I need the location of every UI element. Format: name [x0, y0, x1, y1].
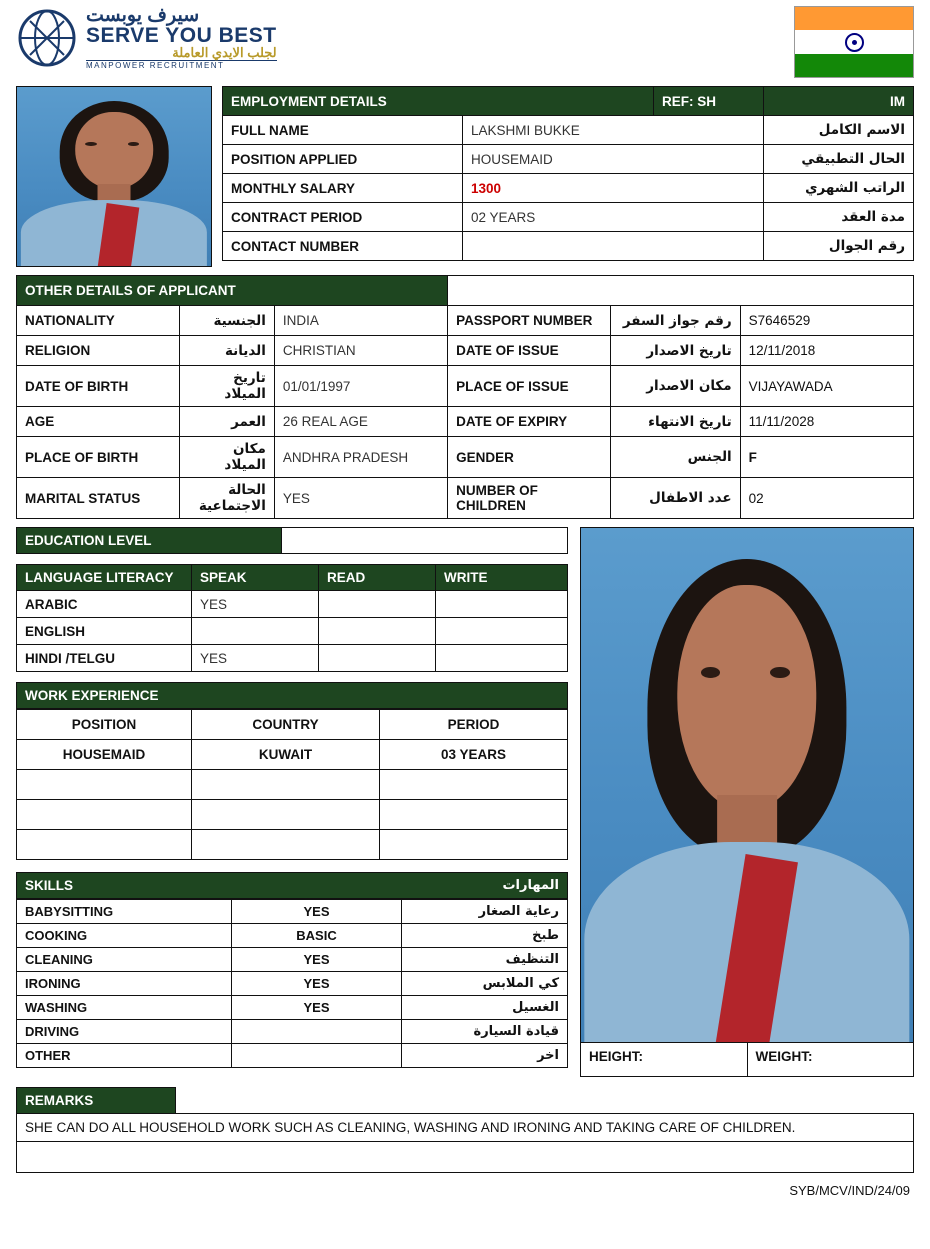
we-position-4	[17, 830, 192, 860]
skill-arabic-other: اخر	[402, 1044, 568, 1068]
value-number-of-children: 02	[740, 478, 913, 519]
language-header-row	[17, 565, 568, 591]
table-row	[17, 336, 914, 366]
we-header-country: COUNTRY	[192, 710, 380, 740]
skill-arabic-cooking: طبخ	[402, 924, 568, 948]
lang-header-literacy: LANGUAGE LITERACY	[17, 565, 192, 591]
we-country-3	[192, 800, 380, 830]
arabic-marital-status: الحالة الاجتماعية	[179, 478, 274, 519]
remarks-text: SHE CAN DO ALL HOUSEHOLD WORK SUCH AS CLEANING, WASHING AND IRONING AND TAKING CARE OF CHILDREN.	[17, 1114, 913, 1142]
row-arabic-contract: مدة العقد	[764, 203, 914, 232]
work-experience-title: WORK EXPERIENCE	[16, 682, 568, 709]
skill-value-cooking: BASIC	[232, 924, 402, 948]
table-row	[17, 437, 914, 478]
work-experience-table	[16, 709, 568, 860]
arabic-gender: الجنس	[610, 437, 740, 478]
skill-name-washing: WASHING	[17, 996, 232, 1020]
arabic-nationality: الجنسية	[179, 306, 274, 336]
employment-header-row	[223, 87, 914, 116]
education-section	[16, 527, 568, 554]
table-row	[223, 203, 914, 232]
we-header-position: POSITION	[17, 710, 192, 740]
other-details-title-spacer	[448, 276, 914, 306]
table-row	[17, 478, 914, 519]
brand-name: SERVE YOU BEST	[86, 24, 277, 47]
language-literacy-table	[16, 564, 568, 672]
table-row	[17, 996, 568, 1020]
skills-title: SKILLS	[25, 878, 74, 893]
table-row	[17, 645, 568, 672]
table-row	[17, 770, 568, 800]
skill-value-driving	[232, 1020, 402, 1044]
arabic-number-of-children: عدد الاطفال	[610, 478, 740, 519]
table-row	[17, 740, 568, 770]
table-row	[17, 306, 914, 336]
skill-name-driving: DRIVING	[17, 1020, 232, 1044]
employment-title: EMPLOYMENT DETAILS	[223, 87, 654, 116]
footer-reference-code: SYB/MCV/IND/24/09	[789, 1183, 910, 1198]
lang-speak-hindi-telgu: YES	[192, 645, 319, 672]
skill-value-washing: YES	[232, 996, 402, 1020]
lang-write-arabic	[436, 591, 568, 618]
skills-title-arabic: المهارات	[502, 878, 559, 893]
table-row	[17, 924, 568, 948]
skills-section	[16, 872, 568, 1068]
work-experience-header-row	[17, 710, 568, 740]
brand-arabic-title: سيرف يوبست	[86, 5, 200, 26]
lang-header-speak: SPEAK	[192, 565, 319, 591]
label-age: AGE	[17, 407, 180, 437]
label-number-of-children: NUMBER OF CHILDREN	[448, 478, 611, 519]
we-position-2	[17, 770, 192, 800]
value-date-of-birth: 01/01/1997	[274, 366, 447, 407]
education-title: EDUCATION LEVEL	[16, 527, 281, 554]
remarks-box	[16, 1113, 914, 1173]
employment-ref-value: IM	[764, 87, 914, 116]
table-row	[223, 145, 914, 174]
brand-tagline: MANPOWER RECRUITMENT	[86, 60, 277, 70]
globe-logo-icon	[16, 7, 78, 69]
height-label: HEIGHT:	[589, 1049, 643, 1064]
label-religion: RELIGION	[17, 336, 180, 366]
lang-write-english	[436, 618, 568, 645]
arabic-place-of-birth: مكان الميلاد	[179, 437, 274, 478]
row-value-contact	[463, 232, 764, 261]
row-label-position: POSITION APPLIED	[223, 145, 463, 174]
row-arabic-salary: الراتب الشهري	[764, 174, 914, 203]
we-country-2	[192, 770, 380, 800]
arabic-passport-number: رقم جواز السفر	[610, 306, 740, 336]
value-nationality: INDIA	[274, 306, 447, 336]
skills-table	[16, 899, 568, 1068]
skills-header	[16, 872, 568, 899]
remarks-title: REMARKS	[16, 1087, 176, 1113]
lang-speak-arabic: YES	[192, 591, 319, 618]
page-header	[16, 0, 914, 86]
value-age: 26 REAL AGE	[274, 407, 447, 437]
skill-name-cleaning: CLEANING	[17, 948, 232, 972]
lang-name-hindi-telgu: HINDI /TELGU	[17, 645, 192, 672]
other-details-header-row	[17, 276, 914, 306]
skill-value-ironing: YES	[232, 972, 402, 996]
arabic-date-of-expiry: تاريخ الانتهاء	[610, 407, 740, 437]
value-date-of-issue: 12/11/2018	[740, 336, 913, 366]
we-period-2	[380, 770, 568, 800]
label-nationality: NATIONALITY	[17, 306, 180, 336]
row-label-contact: CONTACT NUMBER	[223, 232, 463, 261]
value-passport-number: S7646529	[740, 306, 913, 336]
remarks-blank-line	[17, 1142, 913, 1172]
lang-name-arabic: ARABIC	[17, 591, 192, 618]
skill-value-babysitting: YES	[232, 900, 402, 924]
lang-name-english: ENGLISH	[17, 618, 192, 645]
arabic-age: العمر	[179, 407, 274, 437]
label-gender: GENDER	[448, 437, 611, 478]
lang-header-read: READ	[319, 565, 436, 591]
skill-arabic-washing: الغسيل	[402, 996, 568, 1020]
label-date-of-birth: DATE OF BIRTH	[17, 366, 180, 407]
we-period-3	[380, 800, 568, 830]
row-label-salary: MONTHLY SALARY	[223, 174, 463, 203]
table-row	[17, 1044, 568, 1068]
table-row	[223, 232, 914, 261]
education-value	[281, 527, 568, 554]
table-row	[17, 591, 568, 618]
company-logo-block	[16, 6, 277, 70]
table-row	[17, 366, 914, 407]
row-arabic-full-name: الاسم الكامل	[764, 116, 914, 145]
table-row	[17, 618, 568, 645]
skill-arabic-babysitting: رعاية الصغار	[402, 900, 568, 924]
work-experience-section	[16, 682, 568, 709]
table-row	[223, 174, 914, 203]
other-details-section	[16, 275, 914, 519]
table-row	[17, 900, 568, 924]
photo-panel	[580, 527, 914, 1077]
middle-section	[16, 527, 914, 1077]
value-marital-status: YES	[274, 478, 447, 519]
measurements-row	[580, 1043, 914, 1077]
employment-details-table	[222, 86, 914, 261]
label-date-of-expiry: DATE OF EXPIRY	[448, 407, 611, 437]
skill-arabic-driving: قيادة السيارة	[402, 1020, 568, 1044]
table-row	[17, 407, 914, 437]
height-field	[580, 1043, 748, 1077]
employment-ref-label: REF: SH	[654, 87, 764, 116]
row-label-contract: CONTRACT PERIOD	[223, 203, 463, 232]
we-header-period: PERIOD	[380, 710, 568, 740]
label-place-of-birth: PLACE OF BIRTH	[17, 437, 180, 478]
label-passport-number: PASSPORT NUMBER	[448, 306, 611, 336]
lang-write-hindi-telgu	[436, 645, 568, 672]
label-marital-status: MARITAL STATUS	[17, 478, 180, 519]
row-arabic-contact: رقم الجوال	[764, 232, 914, 261]
table-row	[17, 800, 568, 830]
row-value-contract: 02 YEARS	[463, 203, 764, 232]
row-label-full-name: FULL NAME	[223, 116, 463, 145]
table-row	[17, 1020, 568, 1044]
row-value-salary: 1300	[463, 174, 764, 203]
table-row	[17, 830, 568, 860]
skill-value-other	[232, 1044, 402, 1068]
india-flag-icon	[794, 6, 914, 78]
skill-arabic-ironing: كي الملابس	[402, 972, 568, 996]
other-details-table	[16, 275, 914, 519]
lang-read-english	[319, 618, 436, 645]
employment-section	[16, 86, 914, 267]
value-place-of-issue: VIJAYAWADA	[740, 366, 913, 407]
arabic-place-of-issue: مكان الاصدار	[610, 366, 740, 407]
arabic-date-of-issue: تاريخ الاصدار	[610, 336, 740, 366]
skill-name-ironing: IRONING	[17, 972, 232, 996]
weight-field	[748, 1043, 915, 1077]
lang-speak-english	[192, 618, 319, 645]
row-arabic-position: الحال التطبيقي	[764, 145, 914, 174]
brand-arabic-subtitle: لجلب الايدي العاملة	[172, 45, 277, 60]
value-place-of-birth: ANDHRA PRADESH	[274, 437, 447, 478]
table-row	[17, 948, 568, 972]
row-value-full-name: LAKSHMI BUKKE	[463, 116, 764, 145]
other-details-title: OTHER DETAILS OF APPLICANT	[17, 276, 448, 306]
we-position-3	[17, 800, 192, 830]
we-period-1: 03 YEARS	[380, 740, 568, 770]
remarks-section	[16, 1087, 914, 1173]
value-religion: CHRISTIAN	[274, 336, 447, 366]
we-period-4	[380, 830, 568, 860]
applicant-photo-small	[16, 86, 212, 267]
we-country-4	[192, 830, 380, 860]
skill-name-babysitting: BABYSITTING	[17, 900, 232, 924]
label-date-of-issue: DATE OF ISSUE	[448, 336, 611, 366]
skill-name-other: OTHER	[17, 1044, 232, 1068]
we-position-1: HOUSEMAID	[17, 740, 192, 770]
row-value-position: HOUSEMAID	[463, 145, 764, 174]
lang-read-arabic	[319, 591, 436, 618]
applicant-photo-large	[580, 527, 914, 1043]
arabic-religion: الديانة	[179, 336, 274, 366]
weight-label: WEIGHT:	[755, 1049, 813, 1064]
value-gender: F	[740, 437, 913, 478]
skill-value-cleaning: YES	[232, 948, 402, 972]
value-date-of-expiry: 11/11/2028	[740, 407, 913, 437]
arabic-date-of-birth: تاريخ الميلاد	[179, 366, 274, 407]
lang-read-hindi-telgu	[319, 645, 436, 672]
skill-name-cooking: COOKING	[17, 924, 232, 948]
table-row	[17, 972, 568, 996]
label-place-of-issue: PLACE OF ISSUE	[448, 366, 611, 407]
we-country-1: KUWAIT	[192, 740, 380, 770]
table-row	[223, 116, 914, 145]
skill-arabic-cleaning: التنظيف	[402, 948, 568, 972]
lang-header-write: WRITE	[436, 565, 568, 591]
